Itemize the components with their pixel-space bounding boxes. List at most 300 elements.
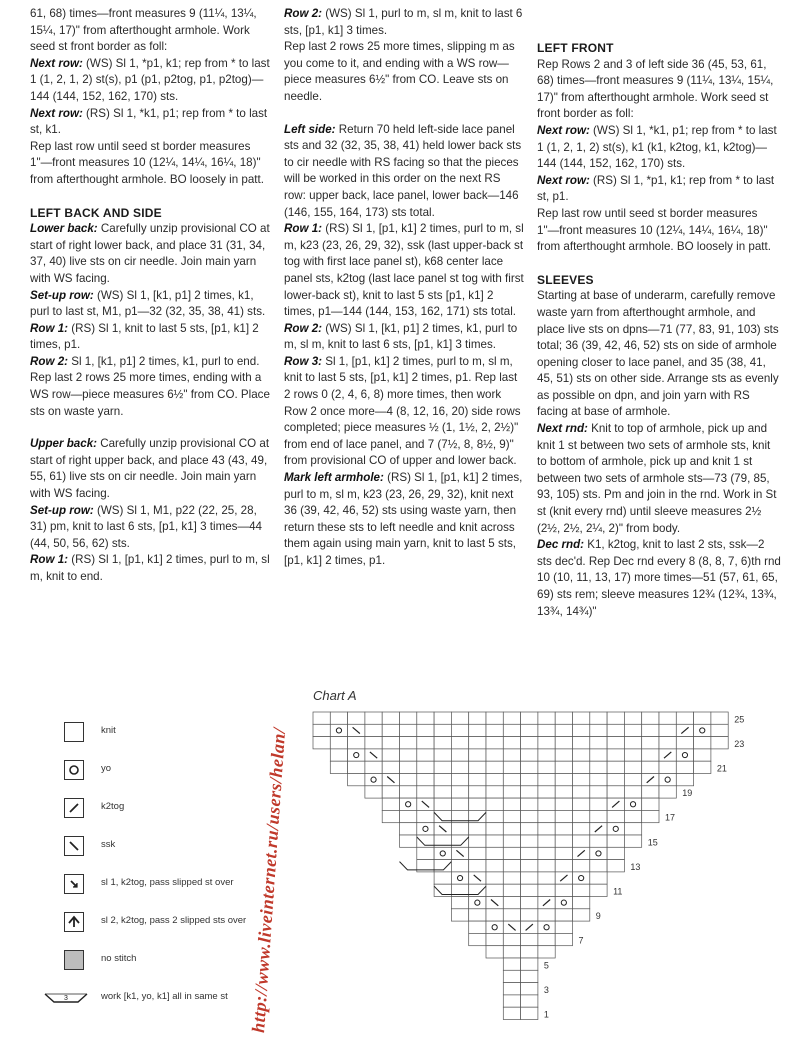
- chart-cell: [330, 749, 347, 761]
- chart-cell: [573, 786, 590, 798]
- chart-title: Chart A: [313, 688, 357, 703]
- chart-cell: [417, 749, 434, 761]
- chart-cell: [503, 724, 520, 736]
- chart-cell: [624, 749, 641, 761]
- chart-cell: [590, 774, 607, 786]
- chart-cell: [486, 946, 503, 958]
- chart-cell: [607, 737, 624, 749]
- chart-cell: [451, 872, 468, 884]
- chart-cell: [607, 774, 624, 786]
- chart-cell: [469, 897, 486, 909]
- chart-cell: [521, 958, 538, 970]
- chart-cell: [417, 810, 434, 822]
- row-number: 9: [595, 911, 601, 922]
- chart-cell: [469, 712, 486, 724]
- chart-cell: [503, 1007, 520, 1019]
- chart-cell: [503, 897, 520, 909]
- chart-cell: [503, 970, 520, 982]
- chart-cell: [555, 921, 572, 933]
- paragraph: Starting at base of underarm, carefully remove waste yarn from afterthought armhole, and place live sts on dpns—71 (77, 83, 91, 103) sts total; 36 (39, 42, 46, 52) sts on side of armhole opening closer to lace panel, and 35 (38, 41, 45, 51) sts on other side. Arrange sts as evenly as possible on dpn, and join yarn with RS facing at base of armhole.: [537, 289, 779, 419]
- chart-cell: [434, 847, 451, 859]
- step-text: (WS) Sl 1, [k1, p1] 2 times, k1, purl to last st, M1, p1—32 (32, 35, 38, 41) sts.: [30, 288, 266, 319]
- chart-cell: [417, 774, 434, 786]
- chart-cell: [434, 798, 451, 810]
- chart-cell: [538, 761, 555, 773]
- chart-cell: [538, 909, 555, 921]
- chart-cell: [434, 872, 451, 884]
- chart-cell: [538, 847, 555, 859]
- chart-cell: [538, 724, 555, 736]
- chart-cell: [451, 737, 468, 749]
- chart-cell: [538, 749, 555, 761]
- chart-cell: [503, 774, 520, 786]
- chart-cell: [469, 847, 486, 859]
- chart-cell: [417, 761, 434, 773]
- chart-cell: [486, 810, 503, 822]
- paragraph: Rep last 2 rows 25 more times, slipping m as you come to it, and ending with a WS row—piece measures 6½" from CO. Leave sts on needle.: [284, 40, 515, 103]
- step-label: Mark left armhole:: [284, 471, 384, 485]
- chart-cell: [555, 897, 572, 909]
- chart-cell: [642, 737, 659, 749]
- chart-cell: [313, 724, 330, 736]
- chart-cell: [573, 884, 590, 896]
- chart-cell: [417, 712, 434, 724]
- step-label: Row 3:: [284, 354, 323, 368]
- chart-cell: [486, 847, 503, 859]
- chart-cell: [503, 946, 520, 958]
- chart-cell: [676, 761, 693, 773]
- section-heading: LEFT FRONT: [537, 41, 614, 55]
- step-text: Sl 1, [k1, p1] 2 times, k1, purl to end.: [68, 354, 260, 368]
- chart-cell: [538, 946, 555, 958]
- step-text: (WS) Sl 1, [k1, p1] 2 times, k1, purl to m, sl m, knit to last 6 sts, [p1, k1] 3 times.: [284, 321, 518, 352]
- chart-cell: [503, 983, 520, 995]
- chart-cell: [503, 786, 520, 798]
- chart-cell: [521, 872, 538, 884]
- paragraph: Rep Rows 2 and 3 of left side 36 (45, 53, 61, 68) times—front measures 9 (11¼, 13¼, 15¼, 17)" from afterthought armhole. Work seed st front border as foll:: [537, 57, 774, 121]
- chart-cell: [382, 761, 399, 773]
- chart-cell: [573, 737, 590, 749]
- chart-cell: [400, 798, 417, 810]
- step-text: Carefully unzip provisional CO at start of right lower back, and place 31 (31, 34, 37, 40) live sts on cir needle. Join main yarn with WS facing.: [30, 222, 270, 285]
- step-label: Lower back:: [30, 222, 98, 236]
- chart-cell: [451, 724, 468, 736]
- chart-cell: [348, 761, 365, 773]
- chart-cell: [365, 724, 382, 736]
- chart-cell: [642, 749, 659, 761]
- chart-cell: [607, 823, 624, 835]
- chart-cell: [642, 724, 659, 736]
- chart-cell: [451, 749, 468, 761]
- chart-cell: [469, 774, 486, 786]
- chart-cell: [486, 823, 503, 835]
- chart-cell: [521, 909, 538, 921]
- chart-cell: [538, 774, 555, 786]
- chart-cell: [711, 724, 728, 736]
- step-label: Next row:: [537, 123, 590, 137]
- chart-cell: [521, 823, 538, 835]
- chart-cell: [503, 884, 520, 896]
- chart-cell: [503, 872, 520, 884]
- chart-cell: [400, 724, 417, 736]
- chart-cell: [624, 835, 641, 847]
- chart-cell: [382, 798, 399, 810]
- chart-cell: [365, 761, 382, 773]
- chart-cell: [555, 724, 572, 736]
- chart-cell: [521, 884, 538, 896]
- chart-cell: [521, 712, 538, 724]
- chart-cell: [538, 860, 555, 872]
- chart-cell: [486, 737, 503, 749]
- chart-cell: [694, 749, 711, 761]
- chart-cell: [417, 724, 434, 736]
- chart-cell: [486, 798, 503, 810]
- chart-cell: [469, 921, 486, 933]
- chart-cell: [400, 737, 417, 749]
- chart-cell: [694, 724, 711, 736]
- chart-cell: [590, 786, 607, 798]
- chart-cell: [313, 737, 330, 749]
- chart-cell: [503, 761, 520, 773]
- legend-label: sl 2, k2tog, pass 2 slipped sts over: [101, 915, 247, 926]
- step-text: (RS) Sl 1, [p1, k1] 2 times, purl to m, sl m, k23 (23, 26, 29, 32), knit next 36 (39, 42, 46, 52) sts using waste yarn, then return these sts to left needle and knit across them again using main yarn, knit to last 5 sts, [p1, k1] 2 times, p1.: [284, 471, 523, 567]
- chart-cell: [434, 737, 451, 749]
- chart-cell: [607, 749, 624, 761]
- legend-label: ssk: [101, 839, 116, 850]
- chart-cell: [624, 810, 641, 822]
- chart-cell: [555, 835, 572, 847]
- step-label: Row 2:: [30, 354, 69, 368]
- chart-cell: [607, 810, 624, 822]
- chart-cell: [313, 712, 330, 724]
- chart-cell: [642, 761, 659, 773]
- row-number: 7: [578, 935, 584, 946]
- row-number: 25: [734, 714, 745, 725]
- chart-cell: [400, 786, 417, 798]
- chart-cell: [365, 774, 382, 786]
- chart-cell: [521, 946, 538, 958]
- chart-cell: [382, 737, 399, 749]
- chart-cell: [607, 860, 624, 872]
- chart-cell: [503, 860, 520, 872]
- chart-cell: [521, 970, 538, 982]
- chart-cell: [590, 749, 607, 761]
- step-label: Dec rnd:: [537, 538, 585, 552]
- chart-cell: [400, 774, 417, 786]
- chart-cell: [451, 897, 468, 909]
- chart-cell: [555, 737, 572, 749]
- chart-cell: [469, 737, 486, 749]
- chart-cell: [486, 860, 503, 872]
- step-label: Left side:: [284, 122, 336, 136]
- chart-cell: [521, 774, 538, 786]
- legend-label: yo: [101, 763, 112, 774]
- chart-cell: [451, 860, 468, 872]
- chart-cell: [538, 933, 555, 945]
- chart-cell: [538, 712, 555, 724]
- chart-cell: [521, 983, 538, 995]
- chart-cell: [400, 749, 417, 761]
- chart-cell: [555, 774, 572, 786]
- chart-cell: [486, 872, 503, 884]
- chart-cell: [590, 847, 607, 859]
- chart-cell: [451, 798, 468, 810]
- step-label: Row 1:: [30, 553, 69, 567]
- chart-cell: [434, 712, 451, 724]
- chart-cell: [659, 712, 676, 724]
- step-text: Knit to top of armhole, pick up and knit 1 st between two sets of armhole sts, knit to bottom of armhole, pick up and knit 1 st between two sets of armhole sts—73 (79, 85, 93, 105) sts. Pm and join in the rnd. Work in St st (knit every rnd) until sleeve measures 2½ (2½, 2½, 2¼, 2)" from body.: [537, 422, 777, 535]
- chart-cell: [469, 860, 486, 872]
- chart-cell: [711, 712, 728, 724]
- chart-cell: [469, 933, 486, 945]
- chart-cell: [555, 823, 572, 835]
- chart-cell: [451, 823, 468, 835]
- chart-cell: [451, 786, 468, 798]
- chart-cell: [521, 835, 538, 847]
- row-number: 15: [647, 837, 658, 848]
- chart-cell: [555, 786, 572, 798]
- legend-label: no stitch: [101, 953, 137, 964]
- chart-cell: [607, 712, 624, 724]
- chart-cell: [486, 835, 503, 847]
- chart-cell: [607, 761, 624, 773]
- chart-cell: [434, 774, 451, 786]
- chart-cell: [469, 909, 486, 921]
- chart-cell: [469, 749, 486, 761]
- row-number: 21: [716, 763, 727, 774]
- chart-cell: [521, 897, 538, 909]
- row-number: 11: [613, 886, 623, 897]
- chart-cell: [503, 798, 520, 810]
- chart-cell: [676, 712, 693, 724]
- chart-cell: [434, 724, 451, 736]
- step-text: (RS) Sl 1, knit to last 5 sts, [p1, k1] 2 times, p1.: [30, 321, 259, 352]
- chart-cell: [555, 712, 572, 724]
- chart-cell: [642, 786, 659, 798]
- chart-cell: [538, 810, 555, 822]
- chart-cell: [573, 810, 590, 822]
- chart-cell: [555, 749, 572, 761]
- chart-cell: [590, 737, 607, 749]
- chart-cell: [590, 884, 607, 896]
- chart-cell: [573, 761, 590, 773]
- chart-cell: [694, 712, 711, 724]
- step-text: Carefully unzip provisional CO at start of right upper back, and place 43 (43, 49, 55, 61) live sts on cir needle. Join main yarn with WS facing.: [30, 437, 270, 501]
- chart-cell: [469, 835, 486, 847]
- chart-cell: [624, 774, 641, 786]
- chart-cell: [365, 786, 382, 798]
- legend-label: work [k1, yo, k1] all in same st: [101, 991, 228, 1002]
- chart-cell: [382, 810, 399, 822]
- step-text: (RS) Sl 1, *k1, p1; rep from * to last st, k1.: [30, 106, 268, 137]
- chart-cell: [451, 712, 468, 724]
- step-label: Next rnd:: [537, 422, 588, 436]
- svg-text:3: 3: [64, 995, 68, 1002]
- chart-cell: [503, 909, 520, 921]
- paragraph: Rep last 2 rows 25 more times, ending with a WS row—piece measures 6½" from CO. Place sts on waste yarn.: [30, 371, 270, 418]
- chart-cell: [451, 909, 468, 921]
- chart-cell: [469, 823, 486, 835]
- chart-cell: [538, 823, 555, 835]
- step-label: Row 1:: [284, 222, 323, 236]
- chart-cell: [365, 737, 382, 749]
- chart-cell: [538, 872, 555, 884]
- chart-cell: [590, 724, 607, 736]
- step-label: Row 2:: [284, 321, 323, 335]
- chart-cell: [503, 847, 520, 859]
- chart-cell: [434, 786, 451, 798]
- chart-cell: [624, 712, 641, 724]
- step-text: Sl 1, [p1, k1] 2 times, purl to m, sl m, knit to last 5 sts, [p1, k1] 2 times, p1. Rep last 2 rows 0 (2, 4, 6, 8) more times, then work Row 2 once more—4 (8, 12, 16, 20) side rows completed; piece measures ½ (1, 1½, 2, 2½)" from end of lace panel, and 7 (7½, 8, 8½, 9)" from provisional CO of upper and lower back.: [284, 354, 521, 468]
- chart-cell: [573, 724, 590, 736]
- paragraph: Rep last row until seed st border measures 1"—front measures 10 (12¼, 14¼, 16¼, 18)" from afterthought armhole. BO loosely in patt.: [537, 206, 771, 254]
- chart-cell: [382, 724, 399, 736]
- chart-cell: [590, 872, 607, 884]
- step-label: Next row:: [30, 56, 83, 70]
- chart-cell: [503, 835, 520, 847]
- chart-cell: [503, 810, 520, 822]
- chart-cell: [486, 786, 503, 798]
- chart-cell: [573, 712, 590, 724]
- chart-cell: [538, 798, 555, 810]
- step-text: (RS) Sl 1, [p1, k1] 2 times, purl to m, sl m, k23 (23, 26, 29, 32), ssk (last upper-back st tog with first lace panel st), k68 center lace panel sts, k2tog (last lace panel st tog with first lower-back st), knit to last 5 sts [p1, k1] 2 times, p1—144 (144, 153, 162, 171) sts total.: [284, 222, 524, 319]
- chart-cell: [659, 786, 676, 798]
- step-label: Next row:: [30, 106, 83, 120]
- chart-cell: [555, 847, 572, 859]
- chart-cell: [538, 835, 555, 847]
- chart-cell: [642, 712, 659, 724]
- chart-cell: [400, 823, 417, 835]
- chart-cell: [590, 798, 607, 810]
- row-number: 19: [682, 788, 693, 799]
- chart-cell: [624, 786, 641, 798]
- chart-cell: [607, 847, 624, 859]
- chart-cell: [382, 749, 399, 761]
- chart-cell: [521, 933, 538, 945]
- chart-cell: [624, 724, 641, 736]
- step-label: Set-up row:: [30, 503, 94, 517]
- chart-cell: [573, 774, 590, 786]
- chart-cell: [521, 724, 538, 736]
- chart-cell: [573, 749, 590, 761]
- chart-cell: [486, 909, 503, 921]
- chart-cell: [521, 786, 538, 798]
- chart-cell: [659, 737, 676, 749]
- chart-cell: [469, 798, 486, 810]
- chart-cell: [365, 712, 382, 724]
- chart-cell: [642, 798, 659, 810]
- chart-cell: [676, 737, 693, 749]
- chart-cell: [400, 835, 417, 847]
- paragraph: Rep last row until seed st border measures 1"—front measures 10 (12¼, 14¼, 16¼, 18)" from afterthought armhole. BO loosely in patt.: [30, 139, 264, 186]
- chart-cell: [330, 724, 347, 736]
- chart-cell: [555, 761, 572, 773]
- chart-cell: [573, 835, 590, 847]
- chart-cell: [624, 737, 641, 749]
- chart-cell: [521, 1007, 538, 1019]
- chart-cell: [486, 749, 503, 761]
- row-number: 1: [543, 1009, 549, 1020]
- chart-cell: [659, 761, 676, 773]
- chart-cell: [330, 761, 347, 773]
- chart-cell: [590, 761, 607, 773]
- chart-cell: [503, 933, 520, 945]
- chart-cell: [348, 737, 365, 749]
- row-number: 17: [665, 812, 676, 823]
- chart-cell: [486, 921, 503, 933]
- step-label: Set-up row:: [30, 288, 94, 302]
- step-text: (RS) Sl 1, *p1, k1; rep from * to last st, p1.: [537, 173, 775, 204]
- legend-label: k2tog: [101, 801, 125, 812]
- chart-cell: [400, 761, 417, 773]
- chart-cell: [486, 724, 503, 736]
- step-text: (WS) Sl 1, M1, p22 (22, 25, 28, 31) pm, knit to last 6 sts, [p1, k1] 3 times—44 (44, 50, 56, 62) sts.: [30, 503, 262, 550]
- chart-cell: [521, 761, 538, 773]
- chart-cell: [503, 823, 520, 835]
- chart-cell: [555, 798, 572, 810]
- chart-cell: [417, 847, 434, 859]
- chart-cell: [434, 749, 451, 761]
- chart-cell: [607, 724, 624, 736]
- chart-cell: [555, 810, 572, 822]
- chart-cell: [590, 860, 607, 872]
- chart-cell: [348, 749, 365, 761]
- chart-cell: [538, 921, 555, 933]
- chart-cell: [659, 724, 676, 736]
- chart-cell: [348, 774, 365, 786]
- chart-cell: [486, 933, 503, 945]
- chart-cell: [624, 798, 641, 810]
- chart-cell: [521, 860, 538, 872]
- chart-cell: [486, 774, 503, 786]
- paragraph: 61, 68) times—front measures 9 (11¼, 13¼, 15¼, 17)" from afterthought armhole. Work seed st front border as foll:: [30, 7, 257, 54]
- chart-cell: [486, 761, 503, 773]
- chart-cell: [659, 774, 676, 786]
- row-number: 13: [630, 861, 641, 872]
- chart-cell: [624, 823, 641, 835]
- chart-cell: [607, 835, 624, 847]
- chart-cell: [573, 823, 590, 835]
- chart-cell: [503, 749, 520, 761]
- step-label: Row 2:: [284, 7, 323, 20]
- row-number: 5: [543, 960, 549, 971]
- chart-cell: [417, 737, 434, 749]
- chart-cell: [521, 810, 538, 822]
- chart-cell: [503, 737, 520, 749]
- chart-cell: [451, 761, 468, 773]
- chart-cell: [538, 737, 555, 749]
- chart-cell: [555, 860, 572, 872]
- chart-cell: [590, 835, 607, 847]
- legend-label: sl 1, k2tog, pass slipped st over: [101, 877, 234, 888]
- chart-cell: [573, 897, 590, 909]
- chart-cell: [382, 786, 399, 798]
- chart-cell: [451, 774, 468, 786]
- chart-cell: [400, 810, 417, 822]
- chart-cell: [694, 761, 711, 773]
- chart-cell: [607, 786, 624, 798]
- section-heading: LEFT BACK AND SIDE: [30, 205, 162, 220]
- step-text: Return 70 held left-side lace panel sts and 32 (32, 35, 38, 41) held lower back sts to cir needle with RS facing so that the pieces will be worked in this order on the next RS row: upper back, lace panel, lower back—146 (146, 155, 164, 173) sts total.: [284, 122, 522, 219]
- step-text: (WS) Sl 1, *k1, p1; rep from * to last 1 (1, 2, 1, 2) st(s), k1 (k1, k2tog, k1, k2tog)— 144 (144, 152, 162, 170) sts.: [537, 123, 777, 171]
- chart-cell: [486, 884, 503, 896]
- chart-cell: [555, 933, 572, 945]
- row-number: 3: [543, 984, 549, 995]
- chart-cell: [538, 786, 555, 798]
- chart-cell: [521, 749, 538, 761]
- chart-cell: [573, 872, 590, 884]
- step-text: (WS) Sl 1, purl to m, sl m, knit to last 6 sts, [p1, k1] 3 times.: [284, 7, 523, 37]
